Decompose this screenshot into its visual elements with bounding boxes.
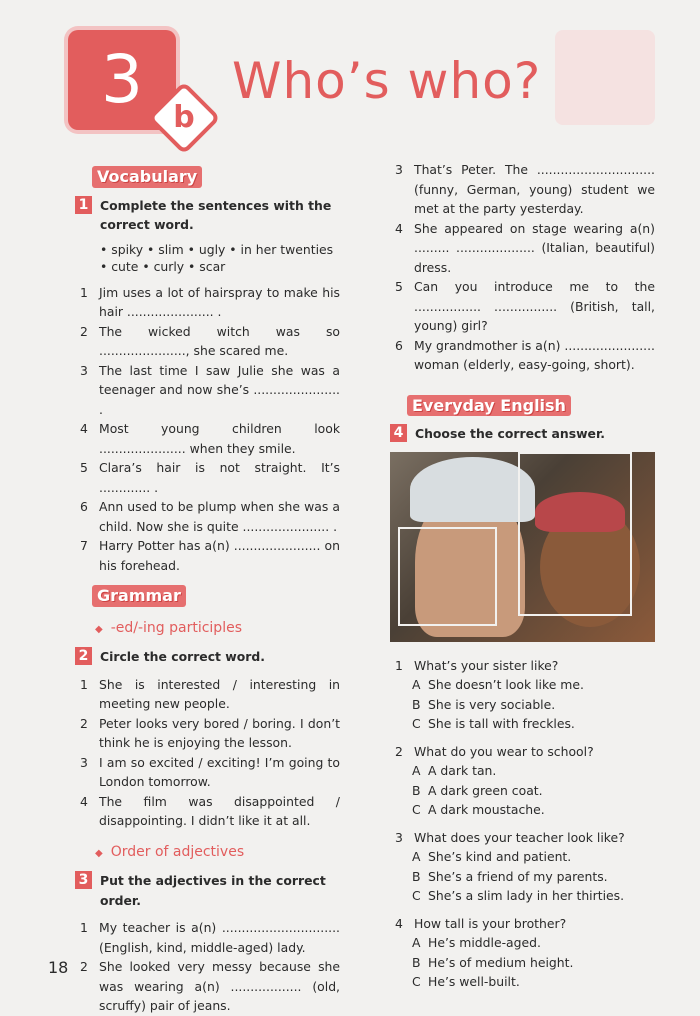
- unit-badge-ghost: [555, 30, 655, 125]
- answer-option[interactable]: [390, 933, 655, 953]
- photo-frame: [398, 527, 497, 626]
- item-number: 7: [80, 538, 88, 553]
- item-text: She is interested / interesting in meeting new people.: [99, 676, 340, 711]
- option-letter: C: [412, 888, 421, 903]
- option-text: A dark moustache.: [428, 802, 545, 817]
- item-text: Ann used to be plump when she was a child. Now she is quite ...................... .: [99, 499, 340, 534]
- list-item: [75, 497, 340, 536]
- item-text: Clara’s hair is not straight. It’s ............. .: [99, 460, 340, 495]
- answer-option[interactable]: [390, 800, 655, 820]
- answer-option[interactable]: [390, 714, 655, 734]
- item-number: 1: [80, 284, 88, 300]
- question-text: What’s your sister like?: [414, 657, 559, 673]
- option-letter: A: [412, 849, 421, 864]
- subheading-participles: [95, 619, 340, 640]
- list-item: [75, 918, 340, 957]
- item-text: Peter looks very bored / boring. I don’t think he is enjoying the lesson.: [99, 715, 340, 750]
- list-item: [75, 792, 340, 831]
- question: [390, 914, 655, 934]
- list-item: [75, 714, 340, 753]
- diamond-icon: ◆: [95, 623, 103, 635]
- exercise-number: 4: [390, 424, 407, 442]
- item-number: 3: [395, 829, 403, 845]
- page-title: Who’s who?: [232, 52, 542, 110]
- option-text: She’s a friend of my parents.: [428, 868, 608, 884]
- item-number: 4: [395, 915, 403, 931]
- question-text: How tall is your brother?: [414, 915, 567, 931]
- option-letter: C: [412, 716, 421, 731]
- subheading-text: Order of adjectives: [110, 843, 245, 860]
- option-text: He’s middle-aged.: [428, 935, 541, 950]
- word-list: [75, 241, 340, 275]
- exercise-instruction: Choose the correct answer.: [415, 426, 606, 441]
- option-letter: B: [412, 954, 421, 970]
- everyday-english-heading: Everyday English: [407, 395, 571, 417]
- item-number: 5: [80, 460, 88, 475]
- question-text: What does your teacher look like?: [414, 829, 625, 845]
- item-number: 6: [80, 499, 88, 514]
- subheading-text: -ed/-ing participles: [110, 619, 242, 636]
- option-text: She is very sociable.: [428, 696, 556, 712]
- answer-option[interactable]: [390, 972, 655, 992]
- option-letter: B: [412, 696, 421, 712]
- item-number: 6: [395, 337, 403, 353]
- exercise-number: 3: [75, 871, 92, 889]
- list-item: [390, 336, 655, 375]
- word-list-line: • cute • curly • scar: [100, 258, 226, 274]
- item-number: 4: [80, 421, 88, 436]
- list-item: [75, 458, 340, 497]
- exercise-1: [75, 196, 340, 235]
- item-number: 4: [395, 220, 403, 236]
- answer-option[interactable]: [390, 953, 655, 973]
- grammar-heading: Grammar: [92, 585, 186, 607]
- question: [390, 828, 655, 848]
- answer-option[interactable]: [390, 761, 655, 781]
- option-letter: B: [412, 868, 421, 884]
- item-number: 1: [395, 657, 403, 673]
- answer-option[interactable]: [390, 847, 655, 867]
- option-text: A dark green coat.: [428, 782, 543, 798]
- item-number: 3: [395, 162, 403, 177]
- exercise-3: [75, 871, 340, 910]
- option-letter: A: [412, 763, 421, 778]
- item-number: 2: [80, 959, 88, 974]
- option-text: He’s of medium height.: [428, 954, 574, 970]
- option-letter: B: [412, 782, 421, 798]
- answer-option[interactable]: [390, 675, 655, 695]
- list-item: [75, 675, 340, 714]
- question: [390, 656, 655, 676]
- option-text: She’s a slim lady in her thirties.: [428, 888, 625, 903]
- list-item: [75, 419, 340, 458]
- list-item: [75, 753, 340, 792]
- exercise-4: [390, 424, 655, 444]
- item-number: 2: [395, 743, 403, 759]
- option-letter: C: [412, 802, 421, 817]
- answer-option[interactable]: [390, 867, 655, 887]
- exercise-instruction: Put the adjectives in the correct order.: [100, 873, 326, 908]
- question-text: What do you wear to school?: [414, 743, 594, 759]
- list-item: [75, 361, 340, 420]
- left-column: [75, 162, 340, 1016]
- exercise-instruction: Complete the sentences with the correct word.: [100, 197, 332, 232]
- diamond-icon: ◆: [95, 847, 103, 859]
- list-item: [75, 322, 340, 361]
- list-item: [390, 277, 655, 336]
- item-text: I am so excited / exciting! I’m going to London tomorrow.: [99, 754, 340, 789]
- answer-option[interactable]: [390, 886, 655, 906]
- item-text: My teacher is a(n) .............................. (English, kind, middle-aged) lady.: [99, 920, 340, 955]
- item-text: Most young children look ...................... when they smile.: [99, 421, 340, 456]
- unit-number-badge: 3: [68, 30, 176, 130]
- item-number: 1: [80, 676, 88, 692]
- item-number: 1: [80, 920, 88, 935]
- subheading-adjectives: [95, 843, 340, 864]
- photo-two-children: [390, 452, 655, 642]
- unit-letter: b: [173, 100, 195, 135]
- option-letter: A: [412, 935, 421, 950]
- item-number: 3: [80, 754, 88, 770]
- word-list-line: • spiky • slim • ugly • in her twenties: [100, 241, 334, 257]
- item-text: The wicked witch was so ......................, she scared me.: [99, 323, 340, 358]
- photo-white-hat: [410, 457, 535, 522]
- item-text: Jim uses a lot of hairspray to make his hair ...................... .: [99, 284, 340, 319]
- list-item: [390, 219, 655, 278]
- item-number: 2: [80, 715, 88, 731]
- option-text: A dark tan.: [428, 763, 497, 778]
- list-item: [390, 160, 655, 219]
- exercise-2: [75, 647, 340, 667]
- item-number: 4: [80, 793, 88, 809]
- exercise-instruction: Circle the correct word.: [100, 649, 265, 664]
- list-item: [75, 283, 340, 322]
- item-text: The last time I saw Julie she was a teenager and now she’s ...................... .: [99, 362, 340, 417]
- option-letter: A: [412, 677, 421, 692]
- item-number: 2: [80, 323, 88, 339]
- list-item: [75, 536, 340, 575]
- option-letter: C: [412, 974, 421, 989]
- item-text: The film was disappointed / disappointing. I didn’t like it at all.: [99, 793, 340, 828]
- answer-option[interactable]: [390, 695, 655, 715]
- option-text: She doesn’t look like me.: [428, 677, 584, 692]
- page-number: 18: [48, 958, 69, 977]
- item-text: Can you introduce me to the ................. ................ (British, tall, young) girl?: [414, 279, 655, 333]
- exercise-number: 2: [75, 647, 92, 665]
- photo-frame: [518, 452, 632, 616]
- list-item: [75, 957, 340, 1016]
- question: [390, 742, 655, 762]
- item-number: 5: [395, 279, 403, 294]
- item-text: That’s Peter. The .............................. (funny, German, young) student we met at the party yesterday.: [414, 162, 655, 216]
- option-text: He’s well-built.: [428, 974, 520, 989]
- item-text: Harry Potter has a(n) ...................... on his forehead.: [99, 538, 340, 573]
- item-text: My grandmother is a(n) ....................... woman (elderly, easy-going, short).: [414, 337, 655, 372]
- option-text: She’s kind and patient.: [428, 849, 572, 864]
- right-column: [390, 160, 655, 992]
- exercise-number: 1: [75, 196, 92, 214]
- item-text: She looked very messy because she was wearing a(n) .................. (old, scruffy) pair of jeans.: [99, 959, 340, 1013]
- option-text: She is tall with freckles.: [428, 716, 575, 731]
- item-text: She appeared on stage wearing a(n) ......... .................... (Italian, beautiful) dress.: [414, 220, 655, 275]
- answer-option[interactable]: [390, 781, 655, 801]
- item-number: 3: [80, 362, 88, 378]
- vocabulary-heading: Vocabulary: [92, 166, 202, 188]
